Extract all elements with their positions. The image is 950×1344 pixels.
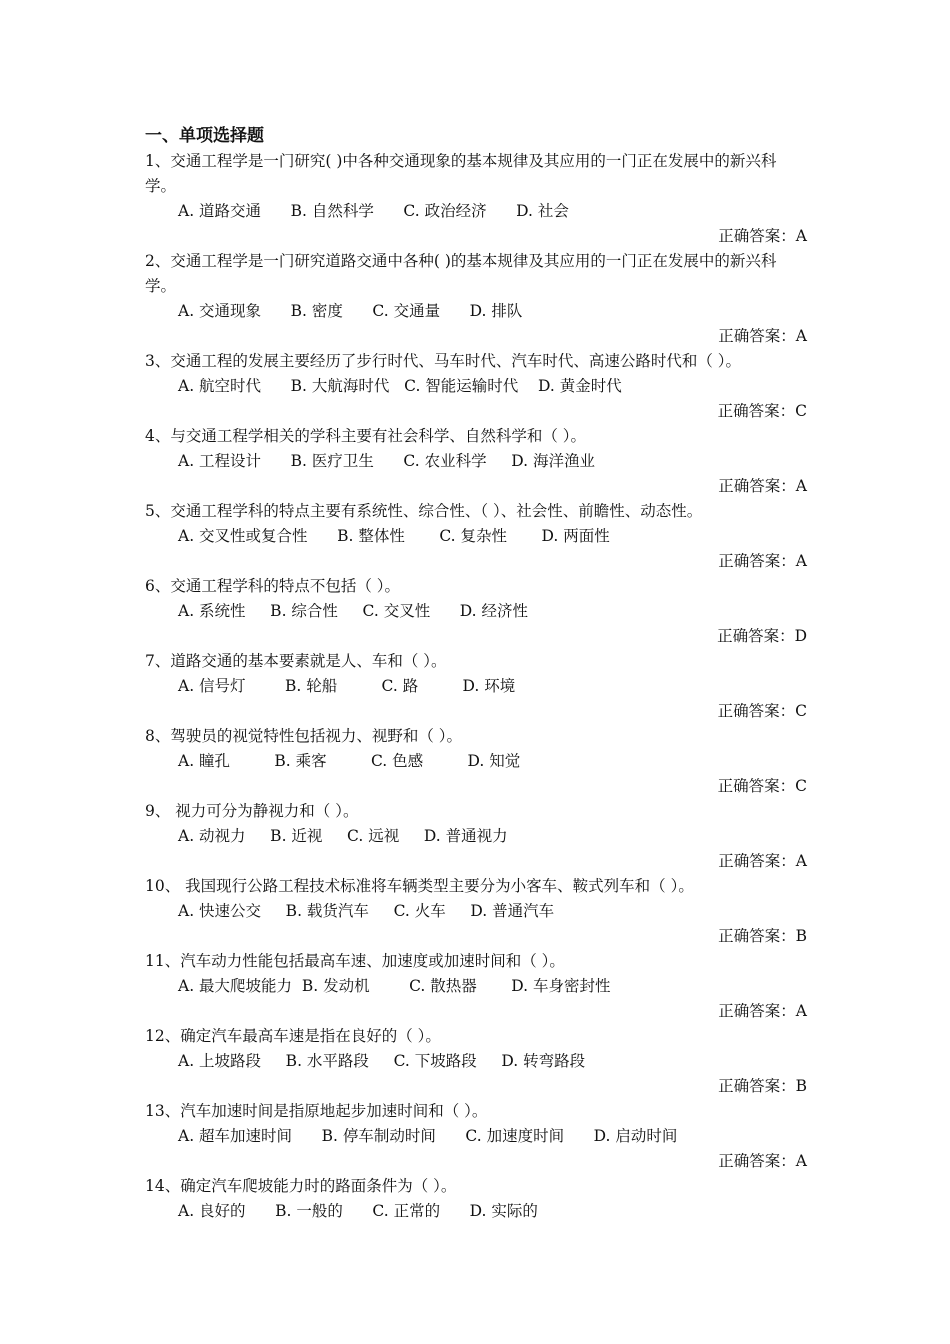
question-3 bbox=[145, 349, 807, 424]
question-stem: 3、交通工程的发展主要经历了步行时代、马车时代、汽车时代、高速公路时代和（ ）。 bbox=[145, 352, 742, 370]
question-options: A. 上坡路段 B. 水平路段 C. 下坡路段 D. 转弯路段 bbox=[178, 1052, 586, 1070]
question-7 bbox=[145, 649, 807, 724]
question-stem: 1、交通工程学是一门研究( )中各种交通现象的基本规律及其应用的一门正在发展中的新兴科学。 bbox=[145, 152, 777, 195]
question-options: A. 信号灯 B. 轮船 C. 路 D. 环境 bbox=[178, 677, 516, 695]
question-stem: 10、 我国现行公路工程技术标准将车辆类型主要分为小客车、鞍式列车和（ ）。 bbox=[145, 877, 694, 895]
correct-answer: 正确答案：A bbox=[718, 852, 807, 870]
question-8 bbox=[145, 724, 807, 799]
correct-answer: 正确答案：A bbox=[718, 1002, 807, 1020]
question-options: A. 道路交通 B. 自然科学 C. 政治经济 D. 社会 bbox=[178, 202, 569, 220]
question-stem: 5、交通工程学科的特点主要有系统性、综合性、（ ）、社会性、前瞻性、动态性。 bbox=[145, 502, 703, 520]
document-page bbox=[145, 124, 807, 1224]
question-options: A. 最大爬坡能力 B. 发动机 C. 散热器 D. 车身密封性 bbox=[178, 977, 611, 995]
question-stem: 4、与交通工程学相关的学科主要有社会科学、自然科学和（ ）。 bbox=[145, 427, 587, 445]
question-6 bbox=[145, 574, 807, 649]
correct-answer: 正确答案：A bbox=[718, 227, 807, 245]
correct-answer: 正确答案：A bbox=[718, 477, 807, 495]
correct-answer: 正确答案：A bbox=[718, 552, 807, 570]
question-1 bbox=[145, 149, 807, 249]
question-stem: 12、确定汽车最高车速是指在良好的（ ）。 bbox=[145, 1027, 441, 1045]
correct-answer: 正确答案：A bbox=[718, 1152, 807, 1170]
question-options: A. 瞳孔 B. 乘客 C. 色感 D. 知觉 bbox=[178, 752, 521, 770]
question-9 bbox=[145, 799, 807, 874]
correct-answer: 正确答案：A bbox=[718, 327, 807, 345]
question-stem: 14、确定汽车爬坡能力时的路面条件为（ ）。 bbox=[145, 1177, 457, 1195]
question-options: A. 系统性 B. 综合性 C. 交叉性 D. 经济性 bbox=[178, 602, 529, 620]
correct-answer: 正确答案：B bbox=[718, 1077, 807, 1095]
question-options: A. 交叉性或复合性 B. 整体性 C. 复杂性 D. 两面性 bbox=[178, 527, 610, 545]
correct-answer: 正确答案：D bbox=[717, 627, 807, 645]
question-stem: 11、汽车动力性能包括最高车速、加速度或加速时间和（ ）。 bbox=[145, 952, 565, 970]
question-options: A. 良好的 B. 一般的 C. 正常的 D. 实际的 bbox=[178, 1202, 538, 1220]
correct-answer: 正确答案：C bbox=[717, 777, 807, 795]
question-stem: 6、交通工程学科的特点不包括（ ）。 bbox=[145, 577, 401, 595]
question-stem: 9、 视力可分为静视力和（ ）。 bbox=[145, 802, 359, 820]
question-10 bbox=[145, 874, 807, 949]
correct-answer: 正确答案：B bbox=[718, 927, 807, 945]
question-13 bbox=[145, 1099, 807, 1174]
correct-answer: 正确答案：C bbox=[717, 402, 807, 420]
question-2 bbox=[145, 249, 807, 349]
question-4 bbox=[145, 424, 807, 499]
question-stem: 8、驾驶员的视觉特性包括视力、视野和（ ）。 bbox=[145, 727, 463, 745]
question-options: A. 快速公交 B. 载货汽车 C. 火车 D. 普通汽车 bbox=[178, 902, 555, 920]
section-title: 一、单项选择题 bbox=[145, 126, 264, 146]
question-options: A. 工程设计 B. 医疗卫生 C. 农业科学 D. 海洋渔业 bbox=[178, 452, 595, 470]
question-12 bbox=[145, 1024, 807, 1099]
question-stem: 2、交通工程学是一门研究道路交通中各种( )的基本规律及其应用的一门正在发展中的新兴科学。 bbox=[145, 252, 777, 295]
question-options: A. 交通现象 B. 密度 C. 交通量 D. 排队 bbox=[178, 302, 523, 320]
question-14 bbox=[145, 1174, 807, 1224]
question-5 bbox=[145, 499, 807, 574]
question-stem: 13、汽车加速时间是指原地起步加速时间和（ ）。 bbox=[145, 1102, 488, 1120]
question-options: A. 动视力 B. 近视 C. 远视 D. 普通视力 bbox=[178, 827, 508, 845]
question-options: A. 航空时代 B. 大航海时代 C. 智能运输时代 D. 黄金时代 bbox=[178, 377, 622, 395]
question-options: A. 超车加速时间 B. 停车制动时间 C. 加速度时间 D. 启动时间 bbox=[178, 1127, 678, 1145]
question-stem: 7、道路交通的基本要素就是人、车和（ ）。 bbox=[145, 652, 447, 670]
question-11 bbox=[145, 949, 807, 1024]
correct-answer: 正确答案：C bbox=[717, 702, 807, 720]
